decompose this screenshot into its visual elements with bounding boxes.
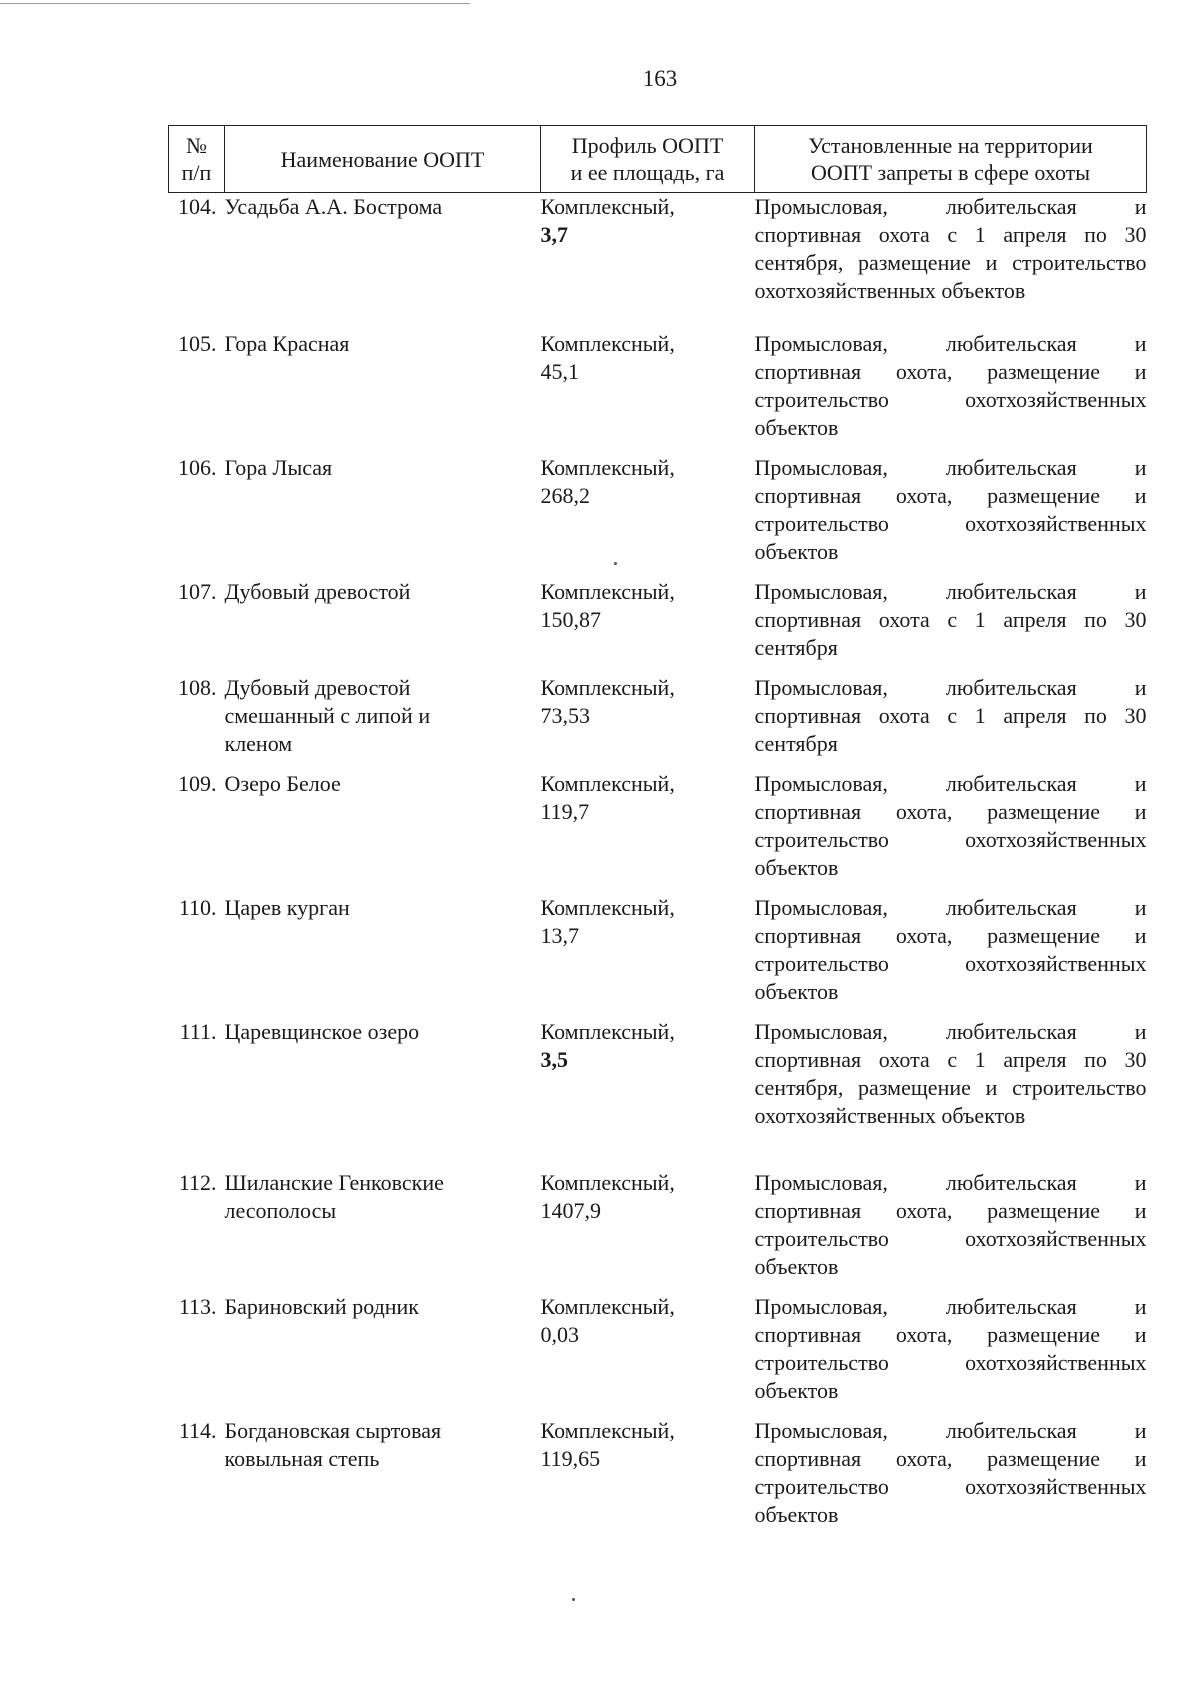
scan-speck	[614, 562, 617, 565]
row-area-name: Гора Лысая	[224, 454, 333, 480]
row-area-size: 119,7	[540, 798, 590, 824]
row-area-name: Бариновский родник	[224, 1293, 419, 1319]
row-number: 113.	[178, 1293, 217, 1319]
row-number: 112.	[178, 1169, 217, 1195]
table-row	[169, 1169, 1147, 1293]
row-area-name: Дубовый древостой	[224, 578, 411, 604]
row-profile-type: Комплексный,	[540, 894, 675, 920]
row-profile	[541, 454, 755, 578]
row-number: 105.	[178, 330, 217, 356]
table-row	[169, 1417, 1147, 1541]
row-number: 111.	[179, 1018, 217, 1044]
row-restrictions: Промысловая, любительская и спортивная охота, размещение и строительство охотхозяйственных объектов	[754, 1293, 1147, 1403]
table-row	[169, 770, 1147, 894]
row-restrictions: Промысловая, любительская и спортивная охота с 1 апреля по 30 сентября	[754, 674, 1147, 756]
table-row	[169, 1018, 1147, 1169]
row-area-name: Царев курган	[224, 894, 350, 920]
row-restrictions: Промысловая, любительская и спортивная охота, размещение и строительство охотхозяйственных объектов	[754, 1417, 1147, 1527]
table-row	[169, 193, 1147, 330]
row-area-size: 3,7	[540, 222, 568, 247]
header-name: Наименование ООПТ	[225, 126, 541, 193]
table-row	[169, 674, 1147, 770]
scan-speck	[572, 1598, 575, 1601]
row-profile-type: Комплексный,	[540, 1417, 675, 1443]
row-number: 104.	[178, 194, 217, 219]
row-profile	[541, 894, 755, 1018]
row-profile-type: Комплексный,	[540, 1293, 675, 1319]
row-area-size: 0,03	[540, 1321, 579, 1347]
row-number: 108.	[178, 674, 217, 700]
row-area-name: Озеро Белое	[224, 770, 341, 796]
row-area-name: Дубовый древостой смешанный с липой и кленом	[224, 674, 431, 756]
scan-edge-line	[0, 3, 470, 4]
header-num-label: № п/п	[181, 133, 212, 185]
row-profile	[541, 1018, 755, 1169]
row-number: 106.	[178, 454, 217, 480]
row-profile	[541, 578, 755, 674]
row-number: 110.	[178, 894, 217, 920]
row-restrictions: Промысловая, любительская и спортивная охота с 1 апреля по 30 сентября	[754, 578, 1147, 660]
table-row	[169, 454, 1147, 578]
row-area-size: 3,5	[540, 1046, 568, 1072]
header-num	[169, 126, 225, 193]
row-profile-type: Комплексный,	[540, 454, 675, 480]
row-profile-type: Комплексный,	[540, 770, 675, 796]
row-restrictions: Промысловая, любительская и спортивная охота, размещение и строительство охотхозяйственных объектов	[754, 454, 1147, 564]
row-profile	[541, 330, 755, 454]
table-body	[169, 193, 1147, 1541]
row-restrictions: Промысловая, любительская и спортивная охота, размещение и строительство охотхозяйственных объектов	[754, 770, 1147, 880]
row-profile	[541, 770, 755, 894]
row-area-size: 45,1	[540, 358, 579, 384]
row-profile	[541, 193, 755, 330]
row-profile-type: Комплексный,	[540, 330, 675, 356]
row-area-size: 268,2	[540, 482, 590, 508]
page-number: 163	[642, 66, 678, 91]
row-profile	[541, 1169, 755, 1293]
table-row	[169, 578, 1147, 674]
row-profile	[541, 1417, 755, 1541]
row-area-name: Шиланские Генковские лесополосы	[224, 1169, 444, 1223]
row-restrictions: Промысловая, любительская и спортивная охота, размещение и строительство охотхозяйственных объектов	[754, 330, 1147, 440]
header-profile	[541, 126, 755, 193]
row-area-size: 1407,9	[540, 1197, 601, 1223]
row-number: 109.	[178, 770, 217, 796]
row-profile-type: Комплексный,	[540, 1018, 675, 1044]
row-profile-type: Комплексный,	[540, 674, 675, 700]
row-area-size: 13,7	[540, 922, 579, 948]
row-profile-type: Комплексный,	[540, 194, 675, 219]
row-restrictions: Промысловая, любительская и спортивная охота с 1 апреля по 30 сентября, размещение и строительство охотхозяйственных объектов	[754, 194, 1147, 303]
row-profile-type: Комплексный,	[540, 1169, 675, 1195]
row-profile-type: Комплексный,	[540, 578, 675, 604]
row-area-name: Богдановская сыртовая ковыльная степь	[224, 1417, 442, 1471]
row-area-name: Усадьба А.А. Бострома	[224, 194, 443, 219]
header-restrictions	[755, 126, 1147, 193]
table-row	[169, 894, 1147, 1018]
row-profile	[541, 674, 755, 770]
header-profile-label: Профиль ООПТ и ее площадь, га	[570, 133, 725, 185]
row-restrictions: Промысловая, любительская и спортивная охота, размещение и строительство охотхозяйственных объектов	[754, 1169, 1147, 1279]
row-profile	[541, 1293, 755, 1417]
row-area-size: 119,65	[540, 1445, 601, 1471]
row-restrictions: Промысловая, любительская и спортивная охота, размещение и строительство охотхозяйственных объектов	[754, 894, 1147, 1004]
header-restrictions-label: Установленные на территории ООПТ запреты в сфере охоты	[808, 133, 1093, 185]
protected-areas-table	[168, 125, 1147, 1541]
row-area-size: 73,53	[540, 702, 590, 728]
row-area-size: 150,87	[540, 606, 601, 632]
row-number: 114.	[178, 1417, 217, 1443]
row-restrictions: Промысловая, любительская и спортивная охота с 1 апреля по 30 сентября, размещение и строительство охотхозяйственных объектов	[754, 1018, 1147, 1128]
table-row	[169, 1293, 1147, 1417]
row-area-name: Гора Красная	[224, 330, 350, 356]
table-row	[169, 330, 1147, 454]
row-number: 107.	[178, 578, 217, 604]
table-header	[169, 126, 1147, 193]
row-area-name: Царевщинское озеро	[224, 1018, 420, 1044]
